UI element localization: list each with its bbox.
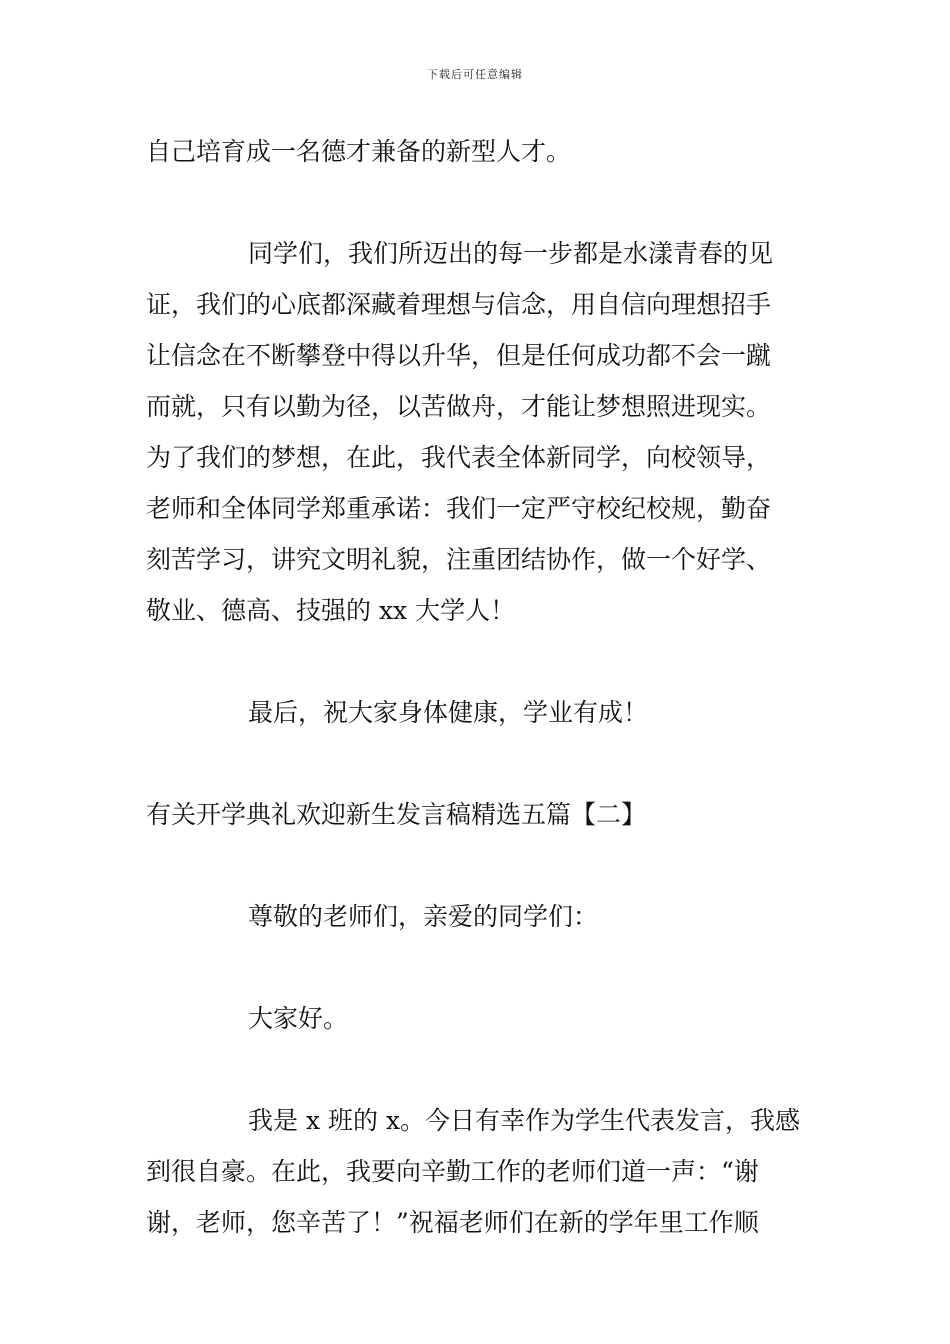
paragraph-line: 让信念在不断攀登中得以升华，但是任何成功都不会一蹴: [146, 341, 772, 370]
paragraph-gap: [146, 738, 810, 789]
paragraph-line: 最后，祝大家身体健康，学业有成！: [248, 698, 649, 727]
paragraph-line: 我是 x 班的 x。今日有幸作为学生代表发言，我感: [248, 1106, 801, 1135]
paragraph-gap: [146, 840, 810, 891]
paragraph-line: 刻苦学习，讲究文明礼貌，注重团结协作，做一个好学、: [146, 545, 772, 574]
section-heading: 有关开学典礼欢迎新生发言稿精选五篇【二】: [146, 800, 647, 829]
paragraph-line: 老师和全体同学郑重承诺：我们一定严守校纪校规，勤奋: [146, 494, 772, 523]
paragraph-line: 到很自豪。在此，我要向辛勤工作的老师们道一声：“谢: [146, 1157, 759, 1186]
paragraph-line: 谢，老师，您辛苦了！”祝福老师们在新的学年里工作顺: [146, 1208, 759, 1237]
paragraph-line: 为了我们的梦想，在此，我代表全体新同学，向校领导，: [146, 443, 772, 472]
paragraph-gap: [146, 1044, 810, 1095]
paragraph-line: 敬业、德高、技强的 xx 大学人！: [146, 596, 516, 625]
paragraph-gap: [146, 942, 810, 993]
greeting: 大家好。: [248, 1004, 349, 1033]
paragraph-line: 而就，只有以勤为径，以苦做舟，才能让梦想照进现实。: [146, 392, 772, 421]
paragraph-line: 同学们，我们所迈出的每一步都是水漾青春的见: [248, 239, 774, 268]
page-header: 下载后可任意编辑: [427, 68, 523, 81]
paragraph-line: 证，我们的心底都深藏着理想与信念，用自信向理想招手: [146, 290, 772, 319]
paragraph-line: 自己培育成一名德才兼备的新型人才。: [146, 137, 572, 166]
paragraph-gap: [146, 177, 810, 228]
salutation: 尊敬的老师们，亲爱的同学们：: [248, 902, 599, 931]
paragraph-gap: [146, 636, 810, 687]
document-body: [146, 126, 810, 1248]
